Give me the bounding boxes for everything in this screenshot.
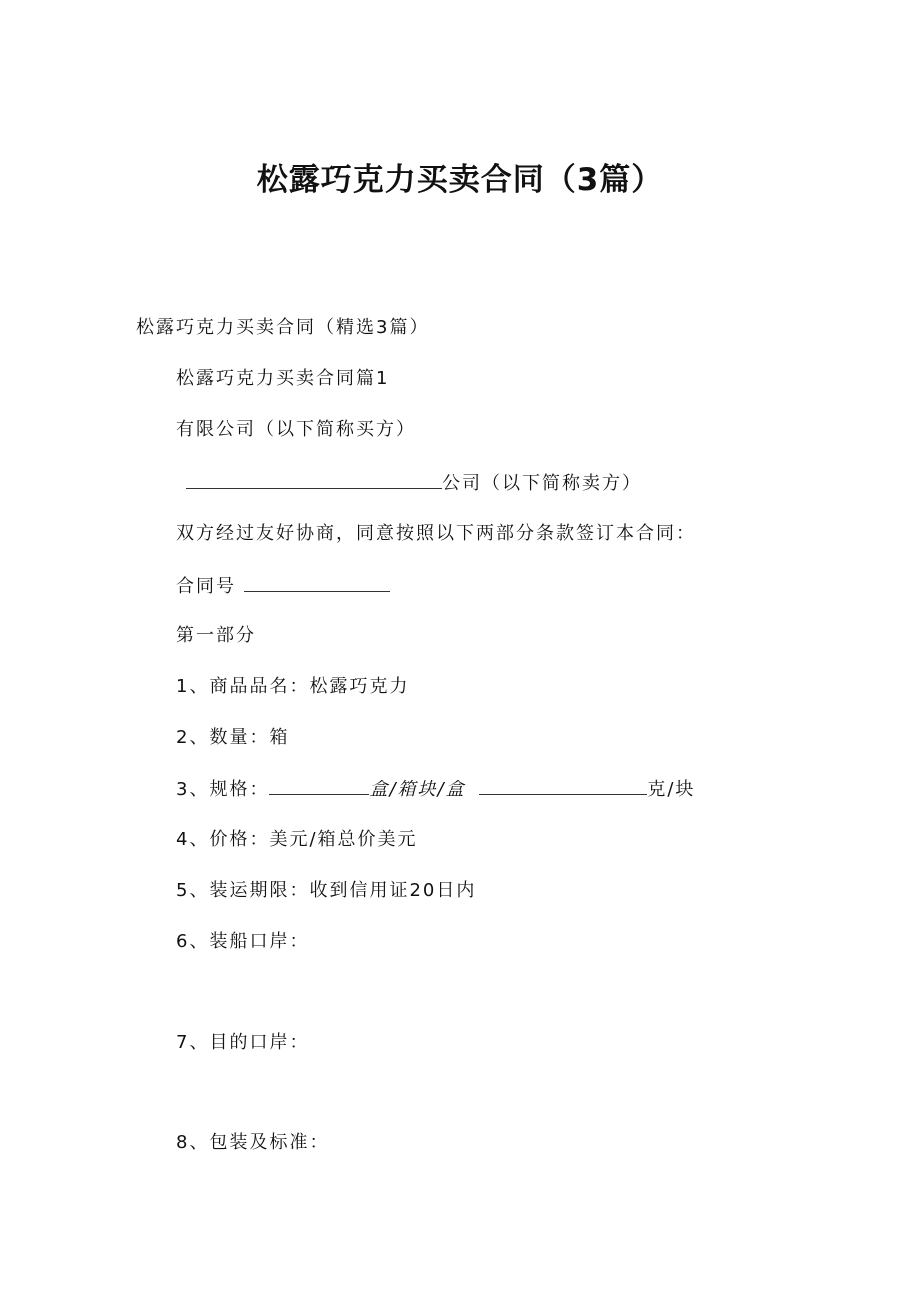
item-quantity: 2、数量：箱 [176,727,290,748]
seller-suffix: 公司（以下简称卖方） [442,473,642,494]
seller-name-blank [186,470,442,489]
contract-number-line [176,573,390,600]
section-heading: 松露巧克力买卖合同篇1 [176,368,390,389]
buyer-line: 有限公司（以下简称买方） [176,419,416,440]
document-subtitle: 松露巧克力买卖合同（精选3篇） [136,317,430,338]
item-destination-port: 7、目的口岸： [176,1032,310,1053]
item-specification-suffix: 克/块 [647,779,696,800]
agreement-line: 双方经过友好协商，同意按照以下两部分条款签订本合同： [176,523,696,544]
item-shipment-deadline: 5、装运期限：收到信用证20日内 [176,880,477,901]
part-one-heading: 第一部分 [176,625,256,646]
item-product-name: 1、商品品名：松露巧克力 [176,676,410,697]
spec-blank-2 [479,776,647,795]
document-title: 松露巧克力买卖合同（3篇） [256,162,664,198]
spec-blank-1 [269,776,369,795]
item-specification [176,776,695,803]
item-loading-port: 6、装船口岸： [176,931,310,952]
contract-number-blank [244,573,390,592]
seller-line [186,470,642,497]
item-packing-standard: 8、包装及标准： [176,1132,330,1153]
contract-number-label: 合同号 [176,576,236,597]
item-specification-middle: 盒/箱块/盒 [369,779,466,800]
item-price: 4、价格：美元/箱总价美元 [176,829,418,850]
item-specification-prefix: 3、规格： [176,779,270,800]
